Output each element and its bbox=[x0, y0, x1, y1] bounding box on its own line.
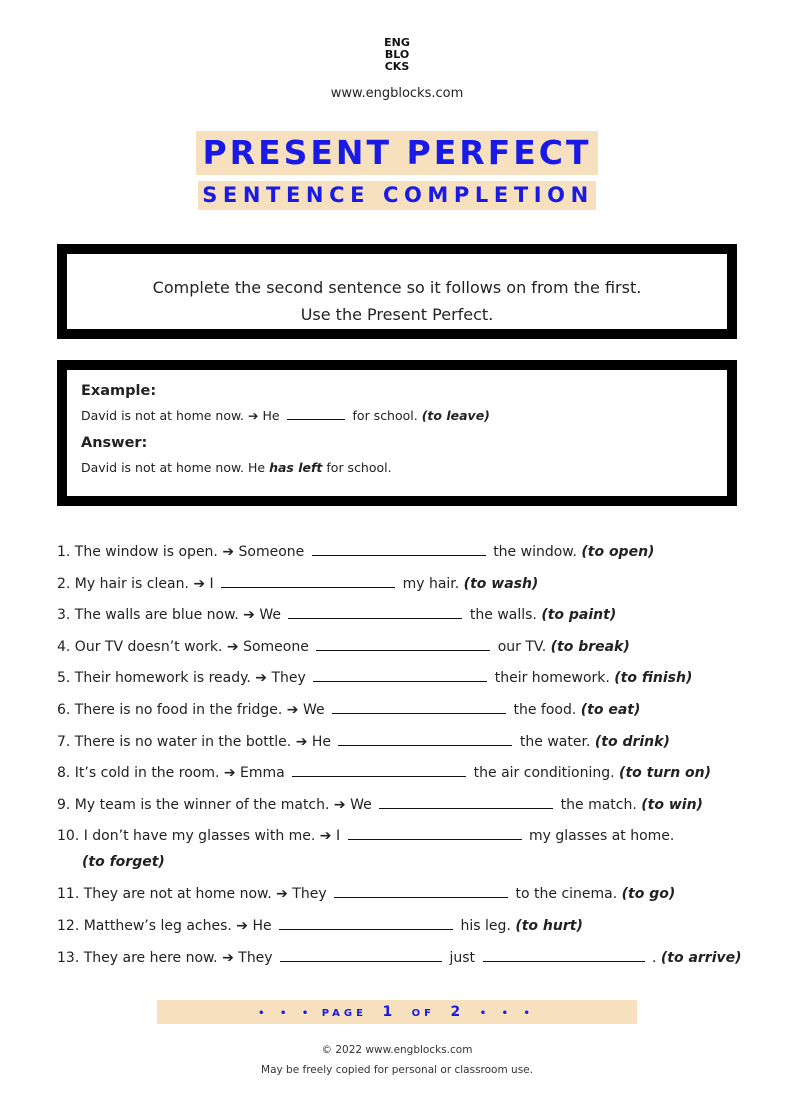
item-continuation: my glasses at home. bbox=[529, 828, 675, 845]
verb-hint: (to wash) bbox=[463, 575, 539, 592]
item-continuation: the window. bbox=[493, 544, 577, 560]
pager-current: 1 bbox=[382, 1004, 397, 1020]
copyright: © 2022 www.engblocks.com bbox=[321, 1044, 473, 1056]
item-middle: just bbox=[449, 949, 476, 966]
item-prompt: 2. My hair is clean. ➔ I bbox=[57, 575, 214, 592]
example-hint: (to leave) bbox=[421, 408, 490, 423]
exercise-item bbox=[57, 947, 747, 979]
verb-hint: (to paint) bbox=[541, 607, 617, 624]
example-box bbox=[57, 360, 737, 506]
item-prompt: 4. Our TV doesn’t work. ➔ Someone bbox=[57, 638, 309, 655]
item-prompt: 11. They are not at home now. ➔ They bbox=[57, 886, 327, 903]
engblocks-logo bbox=[0, 37, 794, 73]
page-title: PRESENT PERFECT bbox=[196, 131, 597, 175]
verb-hint: (to arrive) bbox=[660, 949, 742, 966]
verb-hint: (to go) bbox=[621, 886, 676, 903]
pager-of-word: OF bbox=[411, 1008, 436, 1019]
exercise-item bbox=[57, 825, 747, 883]
item-prompt: 9. My team is the winner of the match. ➔ We bbox=[57, 796, 372, 813]
answer-label: Answer: bbox=[81, 435, 148, 451]
verb-hint: (to forget) bbox=[82, 854, 165, 871]
example-pre: David is not at home now. ➔ He bbox=[81, 408, 280, 423]
verb-hint: (to eat) bbox=[580, 701, 641, 718]
example-label: Example: bbox=[81, 383, 157, 399]
answer-blank[interactable] bbox=[292, 762, 466, 777]
item-continuation: my hair. bbox=[402, 575, 460, 592]
answer-blank[interactable] bbox=[338, 731, 512, 746]
item-continuation: the water. bbox=[519, 733, 591, 750]
answer-pre: David is not at home now. He bbox=[81, 460, 266, 475]
item-prompt: 12. Matthew’s leg aches. ➔ He bbox=[57, 917, 272, 934]
item-continuation: the food. bbox=[513, 701, 577, 718]
verb-hint: (to break) bbox=[550, 638, 630, 655]
exercise-item bbox=[57, 794, 747, 826]
answer-blank[interactable] bbox=[316, 636, 490, 651]
verb-hint: (to win) bbox=[641, 796, 703, 813]
subtitle-container bbox=[0, 181, 794, 210]
exercise-item bbox=[57, 541, 747, 573]
answer-blank[interactable] bbox=[288, 604, 462, 619]
verb-hint: (to hurt) bbox=[515, 917, 583, 934]
pager-total: 2 bbox=[450, 1004, 465, 1020]
pager-dots-right: • • • bbox=[479, 1008, 536, 1019]
answer-blank[interactable] bbox=[379, 794, 553, 809]
page-subtitle: SENTENCE COMPLETION bbox=[198, 181, 596, 210]
logo-line: CKS bbox=[384, 60, 410, 73]
exercise-item bbox=[57, 604, 747, 636]
instructions-box bbox=[57, 244, 737, 339]
answer-blank[interactable] bbox=[348, 825, 522, 840]
verb-hint: (to open) bbox=[581, 544, 655, 560]
answer-sentence bbox=[81, 459, 713, 477]
page-indicator bbox=[157, 1000, 637, 1024]
item-continuation: the match. bbox=[560, 796, 637, 813]
pager-page-word: PAGE bbox=[321, 1008, 367, 1019]
verb-hint: (to turn on) bbox=[619, 765, 712, 782]
instructions-line-1: Complete the second sentence so it follows on from the first. bbox=[152, 278, 642, 297]
item-prompt: 6. There is no food in the fridge. ➔ We bbox=[57, 701, 325, 718]
title-container bbox=[0, 131, 794, 175]
example-blank bbox=[287, 407, 345, 420]
exercise-item bbox=[57, 762, 747, 794]
instructions-line-2: Use the Present Perfect. bbox=[300, 305, 494, 324]
answer-blank[interactable] bbox=[313, 667, 487, 682]
logo-line: BLO bbox=[384, 48, 410, 61]
exercise-item bbox=[57, 699, 747, 731]
answer-blank[interactable] bbox=[334, 883, 508, 898]
exercise-item bbox=[57, 731, 747, 763]
answer-blank[interactable] bbox=[483, 947, 645, 962]
item-continuation: his leg. bbox=[460, 917, 511, 934]
site-url[interactable]: www.engblocks.com bbox=[330, 86, 464, 101]
item-prompt: 13. They are here now. ➔ They bbox=[57, 949, 273, 966]
answer-blank[interactable] bbox=[332, 699, 506, 714]
logo-line: ENG bbox=[384, 36, 410, 49]
answer-blank[interactable] bbox=[221, 573, 395, 588]
answer-bold: has left bbox=[269, 460, 323, 475]
exercise-item bbox=[57, 883, 747, 915]
item-continuation: their homework. bbox=[494, 670, 610, 687]
item-prompt: 5. Their homework is ready. ➔ They bbox=[57, 670, 306, 687]
item-continuation: the air conditioning. bbox=[473, 765, 615, 782]
answer-post: for school. bbox=[326, 460, 392, 475]
exercise-item bbox=[57, 573, 747, 605]
verb-hint: (to drink) bbox=[594, 733, 670, 750]
usage-note: May be freely copied for personal or classroom use. bbox=[261, 1064, 533, 1076]
item-prompt: 10. I don’t have my glasses with me. ➔ I bbox=[57, 828, 341, 845]
example-sentence bbox=[81, 407, 713, 425]
example-post: for school. bbox=[352, 408, 418, 423]
pager-dots-left: • • • bbox=[258, 1008, 315, 1019]
answer-blank[interactable] bbox=[279, 915, 453, 930]
exercise-item bbox=[57, 915, 747, 947]
exercise-item bbox=[57, 636, 747, 668]
item-prompt: 7. There is no water in the bottle. ➔ He bbox=[57, 733, 332, 750]
exercise-item bbox=[57, 667, 747, 699]
answer-blank[interactable] bbox=[312, 541, 486, 556]
item-prompt: 3. The walls are blue now. ➔ We bbox=[57, 607, 281, 624]
answer-blank[interactable] bbox=[280, 947, 442, 962]
item-continuation: to the cinema. bbox=[515, 886, 618, 903]
item-continuation: . bbox=[651, 949, 657, 966]
verb-hint: (to finish) bbox=[614, 670, 693, 687]
item-prompt: 1. The window is open. ➔ Someone bbox=[57, 544, 305, 560]
exercise-list bbox=[57, 541, 747, 978]
item-continuation: our TV. bbox=[497, 638, 547, 655]
item-continuation: the walls. bbox=[469, 607, 537, 624]
item-prompt: 8. It’s cold in the room. ➔ Emma bbox=[57, 765, 285, 782]
